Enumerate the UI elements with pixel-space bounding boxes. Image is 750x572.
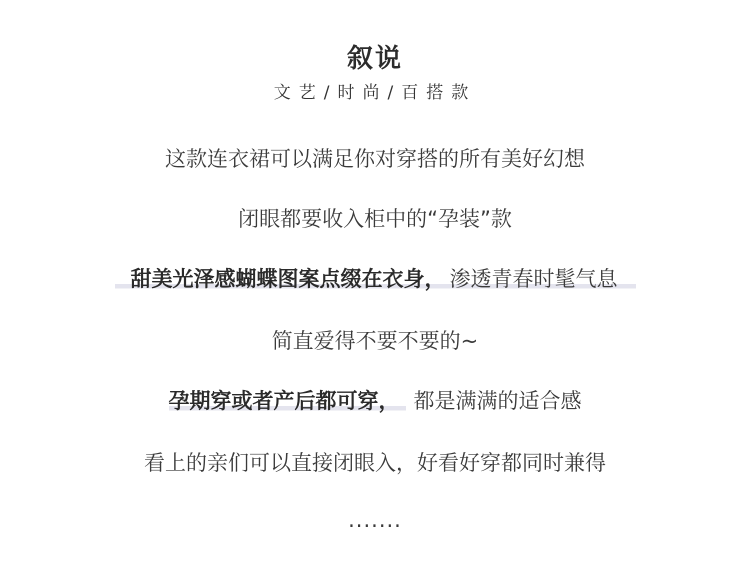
highlighted-phrase-2: 孕期穿或者产后都可穿，: [169, 389, 406, 413]
text-line-1: 这款连衣裙可以满足你对穿搭的所有美好幻想: [165, 147, 585, 171]
text-line-5-rest: 都是满满的适合感: [413, 389, 582, 413]
text-line-5: [0, 385, 750, 415]
text-line-2: 闭眼都要收入柜中的“孕装”款: [238, 207, 512, 231]
page-subtitle: 文艺/时尚/百搭款: [273, 83, 477, 103]
text-line-6: 看上的亲们可以直接闭眼入，好看好穿都同时兼得: [144, 451, 606, 475]
page-title: 叙说: [346, 44, 403, 74]
ellipsis: .......: [348, 508, 402, 532]
text-line-4: 简直爱得不要不要的~: [271, 329, 479, 353]
text-line-3: [0, 263, 750, 293]
highlighted-phrase: 甜美光泽感蝴蝶图案点缀在衣身，: [115, 267, 450, 291]
text-line-3-rest: 渗透青春时髦气息: [450, 267, 636, 291]
